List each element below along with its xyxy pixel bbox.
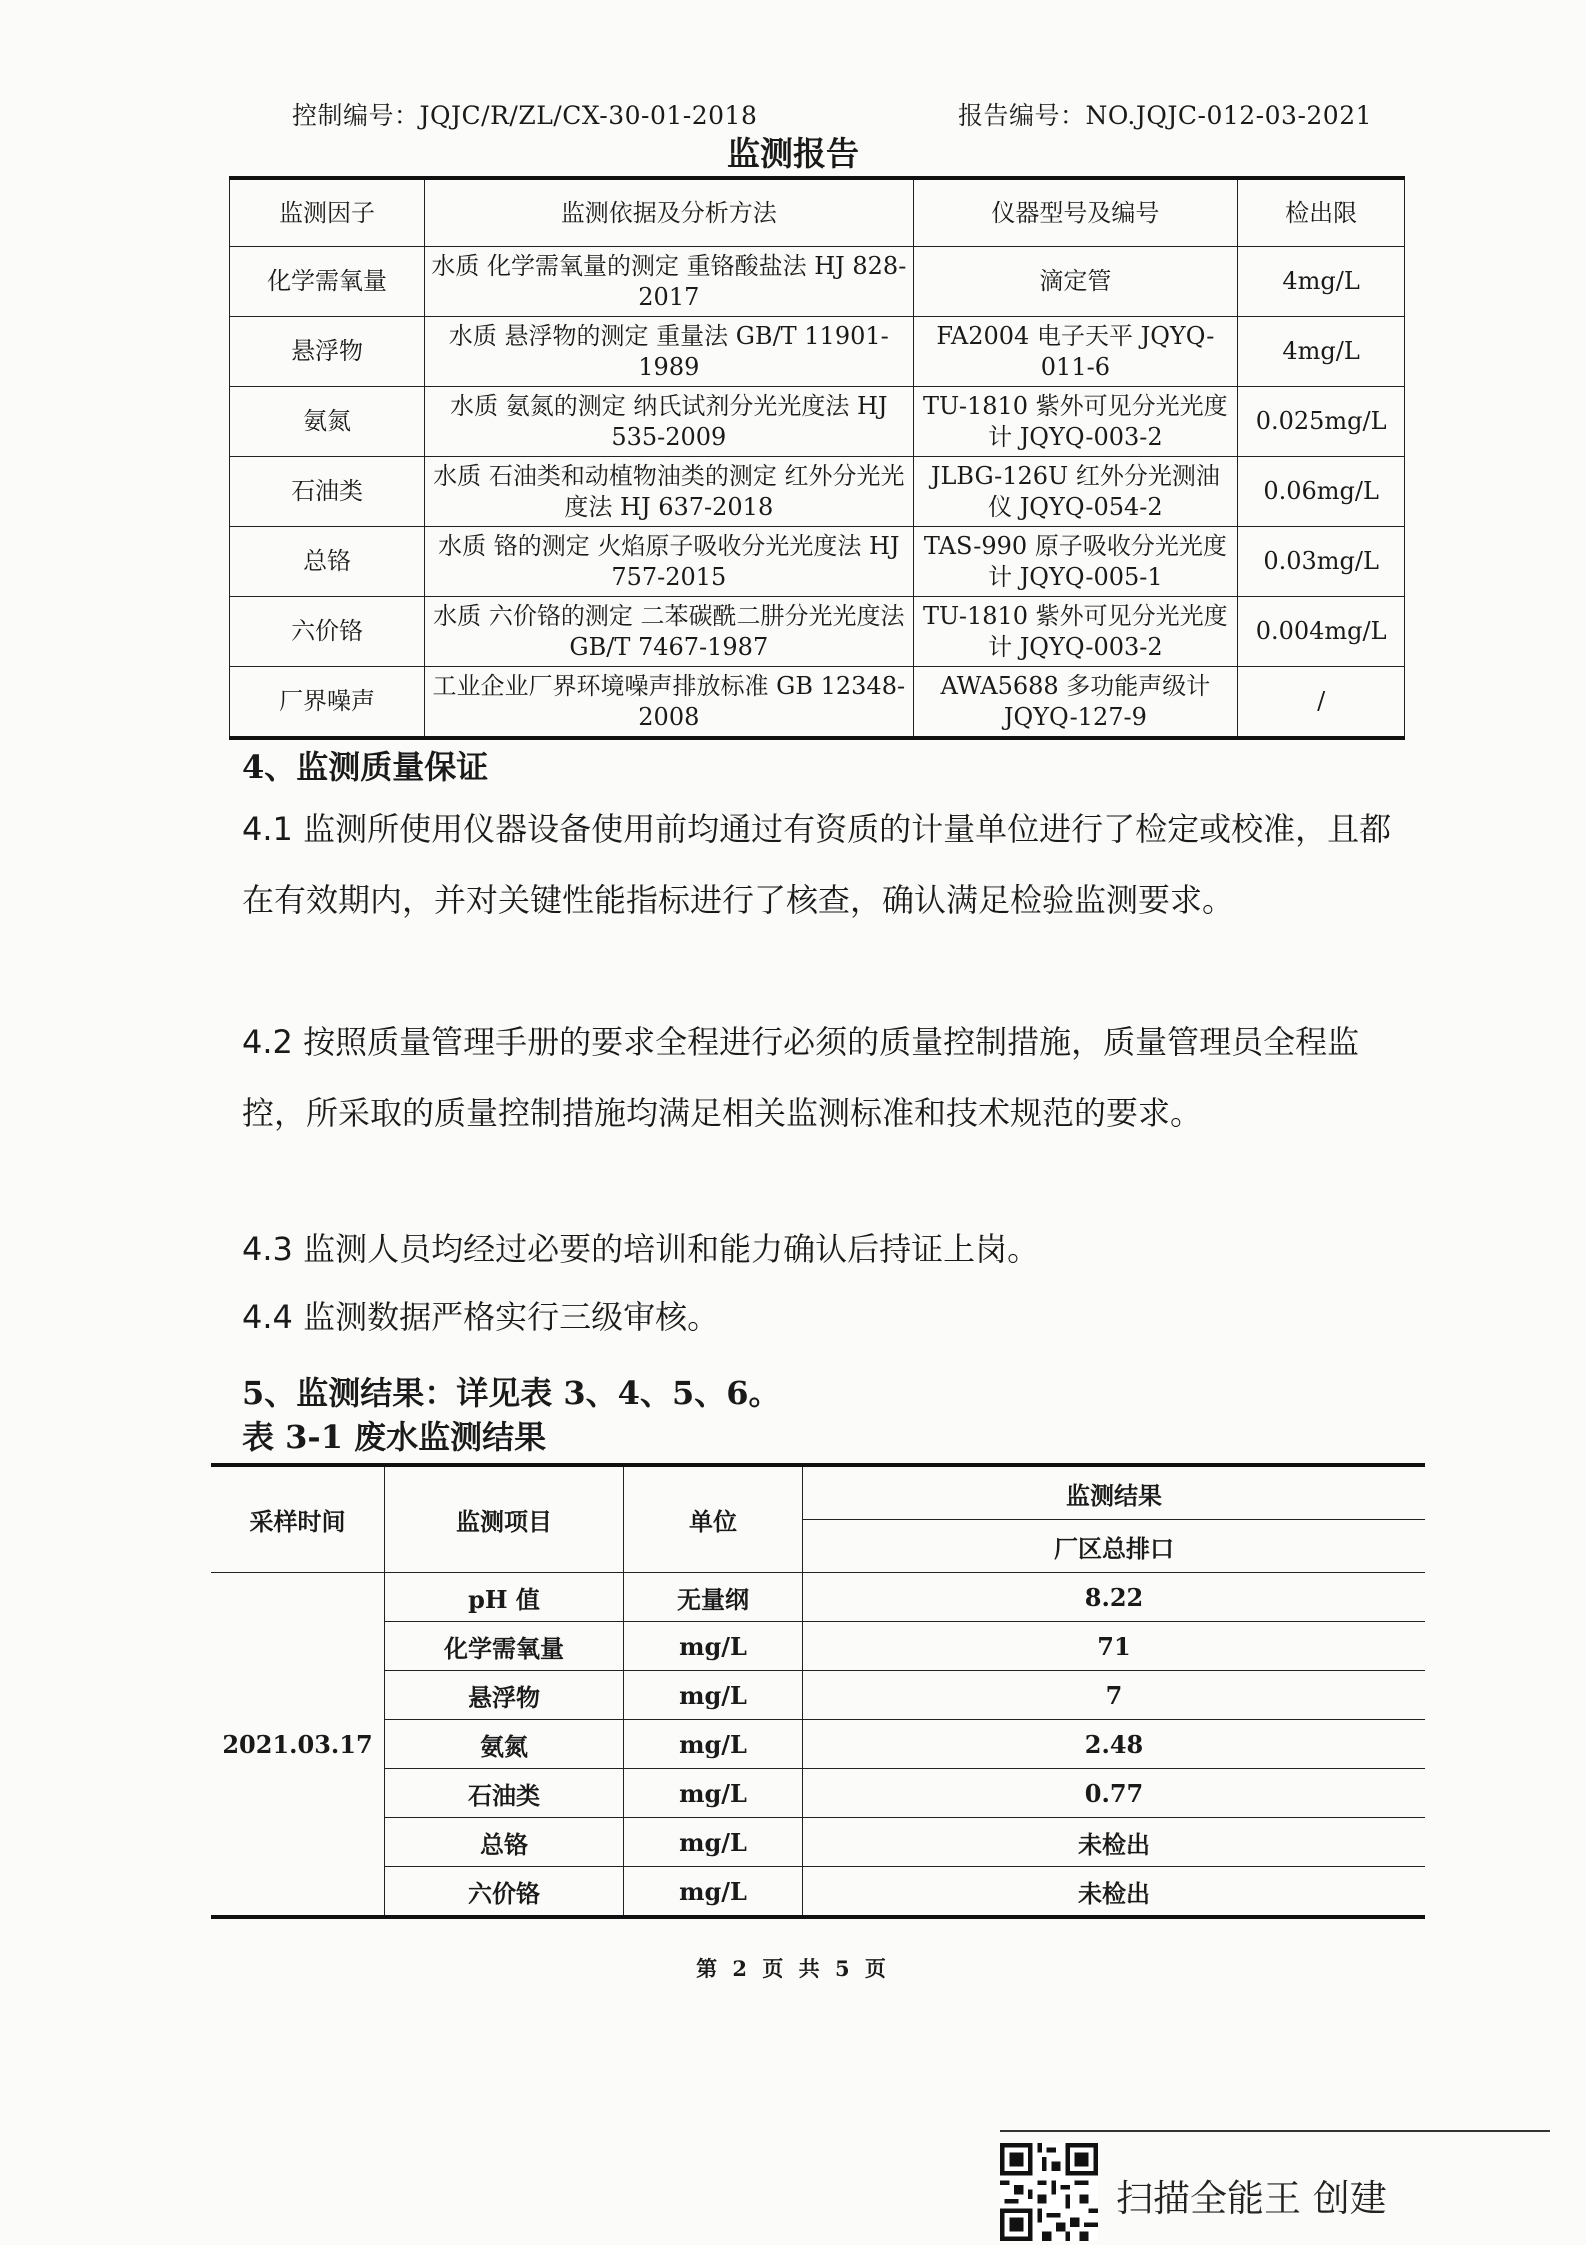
scanner-watermark: 扫描全能王 创建 bbox=[1116, 2177, 1387, 2220]
header-cell: 监测依据及分析方法 bbox=[425, 178, 913, 247]
method-cell: 水质 悬浮物的测定 重量法 GB/T 11901-1989 bbox=[425, 317, 913, 387]
unit-cell: 无量纲 bbox=[624, 1573, 803, 1622]
limit-cell: 0.03mg/L bbox=[1238, 527, 1405, 597]
table-row bbox=[211, 1671, 1425, 1720]
table-row bbox=[230, 387, 1405, 457]
paragraph-4-4: 4.4 监测数据严格实行三级审核。 bbox=[242, 1298, 720, 1336]
table-row bbox=[211, 1622, 1425, 1671]
instrument-cell: TU-1810 紫外可见分光光度计 JQYQ-003-2 bbox=[913, 387, 1238, 457]
table-row bbox=[211, 1867, 1425, 1918]
result-cell: 未检出 bbox=[803, 1867, 1426, 1918]
table-row bbox=[230, 247, 1405, 317]
instrument-cell: TAS-990 原子吸收分光光度计 JQYQ-005-1 bbox=[913, 527, 1238, 597]
header-cell: 监测结果 bbox=[803, 1465, 1426, 1520]
unit-cell: mg/L bbox=[624, 1622, 803, 1671]
result-cell: 未检出 bbox=[803, 1818, 1426, 1867]
limit-cell: 4mg/L bbox=[1238, 247, 1405, 317]
unit-cell: mg/L bbox=[624, 1720, 803, 1769]
limit-cell: 0.06mg/L bbox=[1238, 457, 1405, 527]
result-cell: 0.77 bbox=[803, 1769, 1426, 1818]
limit-cell: / bbox=[1238, 667, 1405, 739]
table-row bbox=[211, 1573, 1425, 1622]
section-5-heading: 5、监测结果：详见表 3、4、5、6。 bbox=[242, 1374, 781, 1412]
instrument-cell: JLBG-126U 红外分光测油仪 JQYQ-054-2 bbox=[913, 457, 1238, 527]
unit-cell: mg/L bbox=[624, 1671, 803, 1720]
method-cell: 工业企业厂界环境噪声排放标准 GB 12348-2008 bbox=[425, 667, 913, 739]
location-header: 厂区总排口 bbox=[803, 1520, 1426, 1573]
method-cell: 水质 铬的测定 火焰原子吸收分光光度法 HJ 757-2015 bbox=[425, 527, 913, 597]
instrument-cell: TU-1810 紫外可见分光光度计 JQYQ-003-2 bbox=[913, 597, 1238, 667]
methods-table-header bbox=[230, 178, 1405, 247]
factor-cell: 厂界噪声 bbox=[230, 667, 425, 739]
table-row bbox=[230, 597, 1405, 667]
item-cell: 总铬 bbox=[385, 1818, 624, 1867]
unit-cell: mg/L bbox=[624, 1769, 803, 1818]
table-row bbox=[230, 667, 1405, 739]
header-cell: 监测项目 bbox=[385, 1465, 624, 1573]
instrument-cell: FA2004 电子天平 JQYQ-011-6 bbox=[913, 317, 1238, 387]
factor-cell: 氨氮 bbox=[230, 387, 425, 457]
factor-cell: 悬浮物 bbox=[230, 317, 425, 387]
unit-cell: mg/L bbox=[624, 1867, 803, 1918]
item-cell: 悬浮物 bbox=[385, 1671, 624, 1720]
page-number: 第 2 页 共 5 页 bbox=[696, 1956, 890, 1981]
header-cell: 检出限 bbox=[1238, 178, 1405, 247]
result-cell: 7 bbox=[803, 1671, 1426, 1720]
item-cell: 化学需氧量 bbox=[385, 1622, 624, 1671]
table-3-1-title: 表 3-1 废水监测结果 bbox=[242, 1418, 547, 1456]
method-cell: 水质 化学需氧量的测定 重铬酸盐法 HJ 828-2017 bbox=[425, 247, 913, 317]
methods-table bbox=[229, 176, 1405, 740]
factor-cell: 石油类 bbox=[230, 457, 425, 527]
table-row bbox=[211, 1720, 1425, 1769]
results-header-row bbox=[211, 1465, 1425, 1520]
page-title: 监测报告 bbox=[727, 134, 859, 173]
instrument-cell: 滴定管 bbox=[913, 247, 1238, 317]
item-cell: 石油类 bbox=[385, 1769, 624, 1818]
control-number: 控制编号：JQJC/R/ZL/CX-30-01-2018 bbox=[292, 101, 758, 130]
paragraph-4-2: 4.2 按照质量管理手册的要求全程进行必须的质量控制措施，质量管理员全程监控，所采取的质量控制措施均满足相关监测标准和技术规范的要求。 bbox=[242, 1023, 1360, 1132]
qr-code-icon bbox=[1000, 2143, 1098, 2241]
table-row bbox=[211, 1818, 1425, 1867]
limit-cell: 4mg/L bbox=[1238, 317, 1405, 387]
result-cell: 2.48 bbox=[803, 1720, 1426, 1769]
report-number: 报告编号：NO.JQJC-012-03-2021 bbox=[958, 101, 1373, 130]
method-cell: 水质 石油类和动植物油类的测定 红外分光光度法 HJ 637-2018 bbox=[425, 457, 913, 527]
result-cell: 8.22 bbox=[803, 1573, 1426, 1622]
unit-cell: mg/L bbox=[624, 1818, 803, 1867]
factor-cell: 总铬 bbox=[230, 527, 425, 597]
instrument-cell: AWA5688 多功能声级计 JQYQ-127-9 bbox=[913, 667, 1238, 739]
limit-cell: 0.004mg/L bbox=[1238, 597, 1405, 667]
header-cell: 采样时间 bbox=[211, 1465, 385, 1573]
sampling-date: 2021.03.17 bbox=[211, 1573, 385, 1918]
factor-cell: 六价铬 bbox=[230, 597, 425, 667]
limit-cell: 0.025mg/L bbox=[1238, 387, 1405, 457]
item-cell: 六价铬 bbox=[385, 1867, 624, 1918]
paragraph-4-3: 4.3 监测人员均经过必要的培训和能力确认后持证上岗。 bbox=[242, 1230, 1040, 1268]
result-cell: 71 bbox=[803, 1622, 1426, 1671]
header-cell: 单位 bbox=[624, 1465, 803, 1573]
table-row bbox=[230, 457, 1405, 527]
paragraph-4-1: 4.1 监测所使用仪器设备使用前均通过有资质的计量单位进行了检定或校准，且都在有效期内，并对关键性能指标进行了核查，确认满足检验监测要求。 bbox=[242, 810, 1392, 919]
table-row bbox=[211, 1769, 1425, 1818]
method-cell: 水质 六价铬的测定 二苯碳酰二肼分光光度法 GB/T 7467-1987 bbox=[425, 597, 913, 667]
item-cell: 氨氮 bbox=[385, 1720, 624, 1769]
footer-divider bbox=[1000, 2130, 1550, 2132]
header-cell: 仪器型号及编号 bbox=[913, 178, 1238, 247]
section-4-heading: 4、监测质量保证 bbox=[242, 748, 489, 786]
item-cell: pH 值 bbox=[385, 1573, 624, 1622]
header-cell: 监测因子 bbox=[230, 178, 425, 247]
table-row bbox=[230, 317, 1405, 387]
method-cell: 水质 氨氮的测定 纳氏试剂分光光度法 HJ 535-2009 bbox=[425, 387, 913, 457]
factor-cell: 化学需氧量 bbox=[230, 247, 425, 317]
results-table bbox=[211, 1463, 1425, 1919]
table-row bbox=[230, 527, 1405, 597]
